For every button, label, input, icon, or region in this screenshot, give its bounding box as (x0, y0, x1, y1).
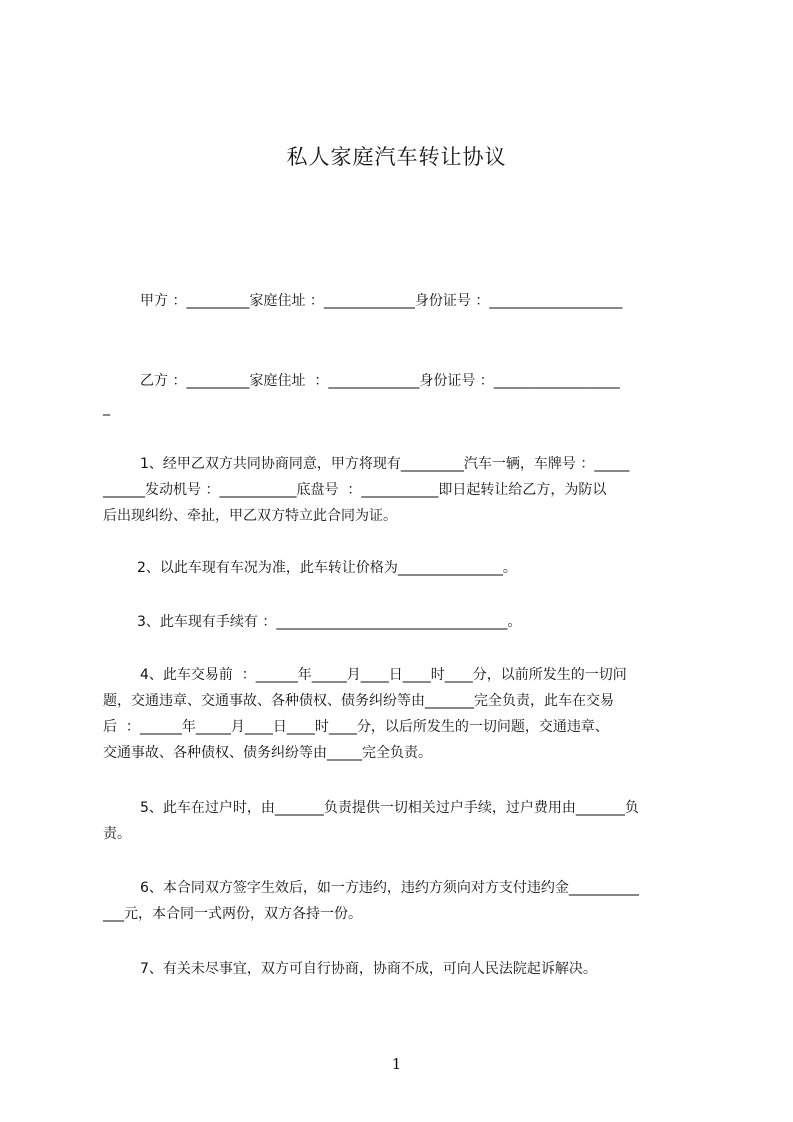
document-title: 私人家庭汽车转让协议 (286, 145, 507, 169)
page-number: 1 (391, 1055, 402, 1073)
clause-line: 4、此车交易前 ：______年_____月____日____时____分，以前所发生的一切问 (140, 667, 627, 683)
clause-line: 2、以此车现有车况为准，此车转让价格为_______________。 (137, 560, 517, 576)
clause-line: 6、本合同双方签字生效后，如一方违约，违约方须向对方支付违约金__________ (140, 880, 639, 896)
clause-line: 1、经甲乙双方共同协商同意，甲方将现有_________汽车一辆，车牌号 ：_____ (140, 456, 630, 472)
clause-line: ______发动机号 ：___________底盘号 ：___________即日起转让给乙方，为防以 (103, 482, 607, 498)
clause-line: ___元，本合同一式两份，双方各持一份。 (103, 906, 362, 922)
party-a-line: 甲方 ：_________家庭住址 ：_____________身份证号 ：___________________ (140, 293, 623, 309)
clause-line: 3、此车现有手续有 ：_________________________________。 (137, 614, 522, 630)
party-b-line-continued: _ (103, 400, 110, 416)
clause-line: 题，交通违章、交通事故、各种债权、债务纠纷等由_______完全负责，此车在交易 (103, 693, 614, 709)
clause-line: 7、有关未尽事宜，双方可自行协商，协商不成，可向人民法院起诉解决。 (140, 961, 597, 977)
clause-line: 责。 (103, 826, 131, 842)
party-b-line: 乙方 ：_________家庭住址 ：_____________身份证号 ：__________________ (140, 373, 620, 389)
clause-line: 后出现纠纷、牵扯，甲乙双方特立此合同为证。 (103, 508, 397, 524)
clause-line: 5、此车在过户时，由_______负责提供一切相关过户手续，过户费用由_______负 (140, 800, 639, 816)
clause-line: 交通事故、各种债权、债务纠纷等由_____完全负责。 (103, 745, 432, 761)
clause-line: 后 ：______年_____月____日____时____分，以后所发生的一切问题，交通违章、 (103, 719, 609, 735)
